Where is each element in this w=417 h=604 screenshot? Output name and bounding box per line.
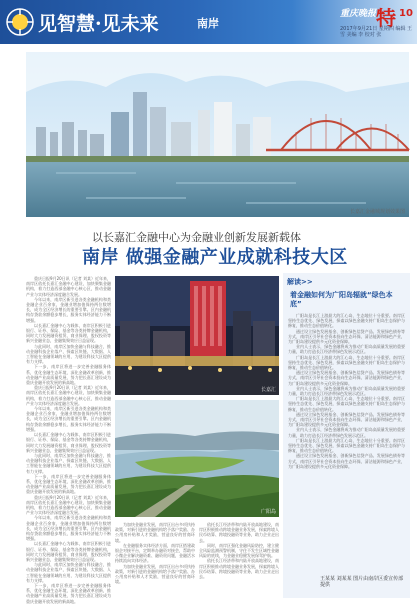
paragraph: 与此同时，南岸区加快金融与科技融合，推动金融科技企业落户，探索区块链、大数据、人工智能在金融领域的应用，为建设科技大区提供有力支撑。: [26, 562, 111, 583]
paragraph: 与此同时，南岸区加快金融与科技融合，推动金融科技企业落户，探索区块链、大数据、人工智能在金融领域的应用，为建设科技大区提供有力支撑。: [26, 452, 111, 474]
paragraph: 业内人士表示，绿色金融将成为推动广阳岛高质量发展的重要力量，助力打造长江经济带绿色发展示范区。: [288, 385, 405, 397]
masthead: [340, 3, 415, 41]
paragraph: 通过设立绿色发展基金、创新绿色信贷产品、发展绿色债券等方式，南岸区引导社会资本投向生态环保、清洁能源和绿色产业，为广阳岛建设提供多元化资金保障。: [288, 411, 405, 428]
paragraph: 为加快金融业发展，南岸区出台多项扶持政策，对新引进的金融机构给予落户奖励、办公用房补贴和人才奖励，营造良好的营商环境。: [115, 563, 195, 585]
logo-icon: [5, 7, 35, 37]
dateline: 2017年9月21日 星期四 编辑 王雪 美编 李 校对 张: [340, 26, 413, 38]
paragraph: 今年以来，南岸区新引进各类金融机构和类金融企业百余家，金融业增加值保持两位数增长，成为全区经济增长的重要引擎。区内金融机构存贷款余额稳步增长，服务实体经济能力不断增强。: [26, 406, 111, 432]
paragraph: 业内人士表示，绿色金融将成为推动广阳岛高质量发展的重要力量，助力打造长江经济带绿色发展示范区。: [288, 427, 405, 438]
sidebar-body: [288, 313, 405, 573]
paragraph: 今年以来，南岸区新引进各类金融机构和类金融企业百余家，金融业增加值保持两位数增长，成为全区经济增长的重要引擎。区内金融机构存贷款余额稳步增长，服务实体经济能力不断增强。: [26, 296, 111, 323]
paragraph: 广阳岛是长江上游最大的江心岛，生态地位十分重要。南岸区坚持生态优先、绿色发展，探索以绿色金融支持广阳岛生态保护与修复，推动生态价值转化。: [288, 437, 405, 454]
paragraph: 为加快金融业发展，南岸区出台多项扶持政策，对新引进的金融机构给予落户奖励、办公用房补贴和人才奖励，营造良好的营商环境。: [115, 522, 195, 543]
article-column-3: [199, 522, 279, 598]
masthead-name: 重庆晚报: [340, 9, 377, 19]
paragraph: 在金融服务实体经济方面，南岸区搭建政银企对接平台，定期举办融资对接会，帮助中小微企业解决融资难、融资贵问题，金融活水持续流向实体经济。: [115, 542, 195, 564]
paragraph: 以长嘉汇金融中心为载体，南岸区积极引进银行、证券、保险、基金等各类持牌金融机构，同时大力发展融资租赁、商业保理、股权投资等新兴金融业态，金融集聚效应日益显现。: [26, 432, 111, 453]
paragraph: 业内人士表示，绿色金融将成为推动广阳岛高质量发展的重要力量，助力打造长江经济带绿色发展示范区。: [288, 344, 405, 355]
paragraph: 重庆日报9月20日讯（记者 刘某）近年来，南岸区依托长嘉汇金融中心建设，加快聚集金融机构，着力打造西部金融中心核心区，推动金融产业与实体经济深度融合发展。: [26, 276, 111, 297]
article-column-1: [26, 276, 111, 604]
banner-section: 南岸: [197, 17, 219, 30]
paragraph: 下一步，南岸区将进一步完善金融服务体系，优化金融生态环境，深化金融改革创新，推动金融产业高质量发展，努力把长嘉汇建设成为重庆金融开放发展的新高地。: [26, 364, 111, 386]
paragraph: 通过设立绿色发展基金、创新绿色信贷产品、发展绿色债券等方式，南岸区引导社会资本投向生态环保、清洁能源和绿色产业，为广阳岛建设提供多元化资金保障。: [288, 453, 405, 469]
page-number: 10: [399, 8, 413, 19]
paragraph: 广阳岛是长江上游最大的江心岛，生态地位十分重要。南岸区坚持生态优先、绿色发展，探索以绿色金融支持广阳岛生态保护与修复，推动生态价值转化。: [288, 313, 405, 329]
sidebar-box: [283, 273, 410, 598]
sidebar-label: 解读>>: [287, 278, 313, 286]
article-column-2: [115, 522, 195, 598]
paragraph: 同时，南岸区强化金融风险防控，建立健全风险监测预警机制，守住不发生区域性金融风险的底线，为金融业稳健发展保驾护航。: [199, 542, 279, 559]
paragraph: 以长嘉汇金融中心为载体，南岸区积极引进银行、证券、保险、基金等各类持牌金融机构，同时大力发展融资租赁、商业保理、股权投资等新兴金融业态，金融集聚效应日益显现。: [26, 322, 111, 344]
hero-photo: [26, 52, 409, 217]
subheadline: 以长嘉汇金融中心为金融业创新发展新载体: [92, 231, 301, 244]
byline: 王某某 刘某某 图片由南岸区委宣传部提供: [320, 576, 404, 588]
paragraph: 依托长江经济带和内陆开放高地建设，南岸区积极推动跨境金融业务发展，探索跨境人民币结算、跨境投融资等业务，助力企业走出去。: [199, 558, 279, 580]
banner-title: 见智慧·见未来: [38, 13, 159, 35]
paragraph: 下一步，南岸区将进一步完善金融服务体系，优化金融生态环境，深化金融改革创新，推动金融产业高质量发展，努力把长嘉汇建设成为重庆金融开放发展的新高地。: [26, 473, 111, 495]
paragraph: 广阳岛是长江上游最大的江心岛，生态地位十分重要。南岸区坚持生态优先、绿色发展，探索以绿色金融支持广阳岛生态保护与修复，推动生态价值转化。: [288, 396, 405, 412]
header-banner: [0, 0, 417, 44]
hero-caption: 长嘉汇金融城规划效果图: [349, 209, 405, 215]
paragraph: 广阳岛是长江上游最大的江心岛，生态地位十分重要。南岸区坚持生态优先、绿色发展，探索以绿色金融支持广阳岛生态保护与修复，推动生态价值转化。: [288, 354, 405, 371]
special-badge: 特: [376, 6, 396, 30]
paragraph: 通过设立绿色发展基金、创新绿色信贷产品、发展绿色债券等方式，南岸区引导社会资本投向生态环保、清洁能源和绿色产业，为广阳岛建设提供多元化资金保障。: [288, 370, 405, 386]
paragraph: 重庆日报9月20日讯（记者 刘某）近年来，南岸区依托长嘉汇金融中心建设，加快聚集金融机构，着力打造西部金融中心核心区，推动金融产业与实体经济深度融合发展。: [26, 494, 111, 516]
photo-caption: 长嘉汇: [260, 387, 276, 393]
paragraph: 以长嘉汇金融中心为载体，南岸区积极引进银行、证券、保险、基金等各类持牌金融机构，同时大力发展融资租赁、商业保理、股权投资等新兴金融业态，金融集聚效应日益显现。: [26, 541, 111, 562]
paragraph: 依托长江经济带和内陆开放高地建设，南岸区积极推动跨境金融业务发展，探索跨境人民币结算、跨境投融资等业务，助力企业走出去。: [199, 522, 279, 543]
paragraph: 今年以来，南岸区新引进各类金融机构和类金融企业百余家，金融业增加值保持两位数增长，成为全区经济增长的重要引擎。区内金融机构存贷款余额稳步增长，服务实体经济能力不断增强。: [26, 515, 111, 542]
sidebar-title: 着金融如何为广阳岛辐就“绿色本底”: [290, 291, 393, 308]
paragraph: 下一步，南岸区将进一步完善金融服务体系，优化金融生态环境，深化金融改革创新，推动金融产业高质量发展，努力把长嘉汇建设成为重庆金融开放发展的新高地。: [26, 582, 111, 604]
paragraph: 与此同时，南岸区加快金融与科技融合，推动金融科技企业落户，探索区块链、大数据、人工智能在金融领域的应用，为建设科技大区提供有力支撑。: [26, 343, 111, 365]
island-photo: [115, 400, 279, 517]
paragraph: 通过设立绿色发展基金、创新绿色信贷产品、发展绿色债券等方式，南岸区引导社会资本投向生态环保、清洁能源和绿色产业，为广阳岛建设提供多元化资金保障。: [288, 328, 405, 345]
page-title: 南岸 做强金融产业成就科技大区: [82, 247, 348, 268]
street-photo: [115, 276, 279, 395]
paragraph: 重庆日报9月20日讯（记者 刘某）近年来，南岸区依托长嘉汇金融中心建设，加快聚集金融机构，着力打造西部金融中心核心区，推动金融产业与实体经济深度融合发展。: [26, 385, 111, 406]
photo-caption: 广阳岛: [260, 509, 276, 515]
